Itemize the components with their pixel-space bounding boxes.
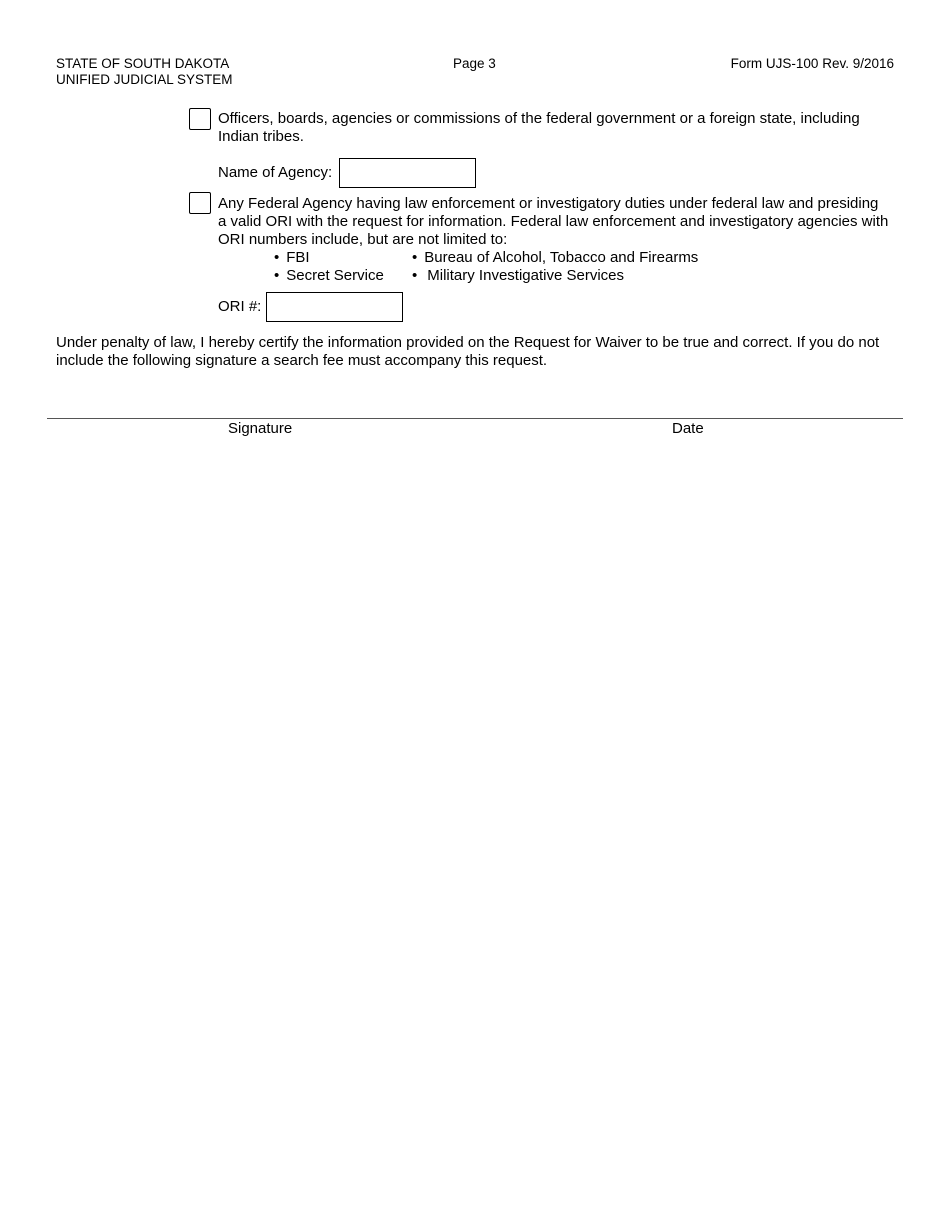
federal-officers-text: Officers, boards, agencies or commissions of the federal government or a foreign state, including Indian tribes. [218,110,860,145]
signature-line[interactable] [47,418,903,419]
form-number: Form UJS-100 Rev. 9/2016 [730,56,894,71]
agency-bullet-secret-service [274,267,384,285]
agency-item: FBI [286,249,310,266]
agency-name-field[interactable] [339,158,476,188]
bullet-marker: • [412,267,418,284]
agency-bullet-atf [412,249,698,267]
federal-agency-checkbox[interactable] [189,192,211,214]
federal-officers-checkbox[interactable] [189,108,211,130]
agency-bullet-military [412,267,624,285]
agency-item: Secret Service [286,267,384,284]
ori-label: ORI #: [218,298,262,315]
bullet-marker: • [412,249,418,266]
page-number: Page 3 [453,56,496,71]
ori-number-field[interactable] [266,292,403,322]
agency-bullet-fbi [274,249,310,267]
agency-item: Military Investigative Services [427,267,624,284]
certification-statement: Under penalty of law, I hereby certify the information provided on the Request for Waiver to be true and correct. If you do not include the following signature a search fee must accompany this request. [56,334,880,369]
signature-label: Signature [228,420,293,437]
header-left [56,56,233,88]
agency-name-label: Name of Agency: [218,164,333,181]
bullet-marker: • [274,249,280,266]
agency-item: Bureau of Alcohol, Tobacco and Firearms [424,249,699,266]
date-label: Date [672,420,704,437]
federal-agency-text: Any Federal Agency having law enforcement or investigatory duties under federal law and presiding a valid ORI with the request for information. Federal law enforcement and investigatory agencies with ORI numbers include, but are not limited to: [218,195,889,248]
state-name: STATE OF SOUTH DAKOTA [56,56,230,71]
system-name: UNIFIED JUDICIAL SYSTEM [56,72,233,87]
bullet-marker: • [274,267,280,284]
